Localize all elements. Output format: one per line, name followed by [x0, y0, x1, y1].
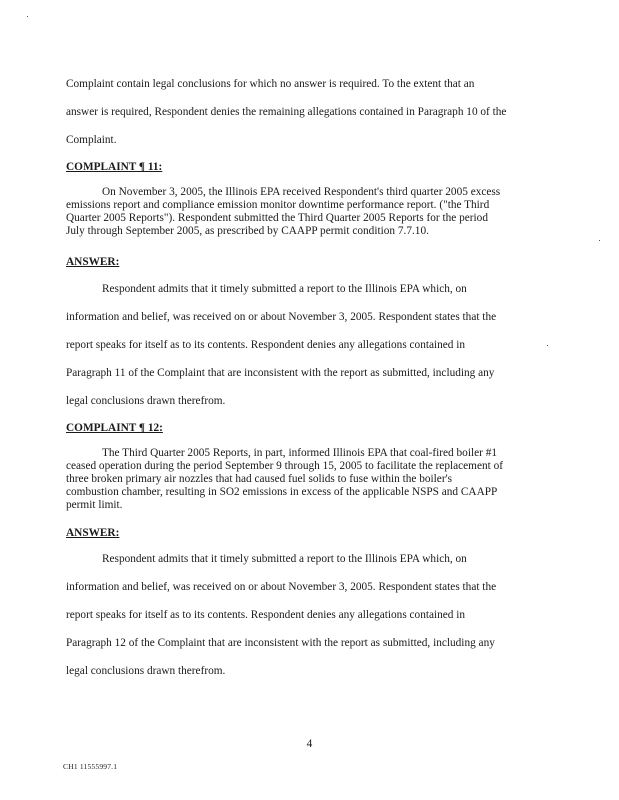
text-line: report speaks for itself as to its contents. Respondent denies any allegations contained in — [66, 609, 466, 621]
text-line: permit limit. — [66, 499, 123, 511]
page-number: 4 — [306, 738, 313, 750]
text-line: Respondent admits that it timely submitted a report to the Illinois EPA which, on — [102, 553, 467, 565]
text-line: information and belief, was received on or about November 3, 2005. Respondent states that the — [66, 581, 497, 593]
text-line: Complaint. — [66, 134, 117, 146]
text-line: legal conclusions drawn therefrom. — [66, 665, 226, 677]
text-line: On November 3, 2005, the Illinois EPA received Respondent's third quarter 2005 excess — [102, 186, 501, 198]
text-line: Quarter 2005 Reports"). Respondent submitted the Third Quarter 2005 Reports for the period — [66, 212, 488, 224]
text-line: The Third Quarter 2005 Reports, in part, informed Illinois EPA that coal-fired boiler #1 — [102, 447, 497, 459]
text-line: three broken primary air nozzles that had caused fuel solids to fuse within the boiler's — [66, 473, 453, 485]
text-line: combustion chamber, resulting in SO2 emissions in excess of the applicable NSPS and CAAPP — [66, 486, 498, 498]
text-line: legal conclusions drawn therefrom. — [66, 395, 226, 407]
text-line: Complaint contain legal conclusions for which no answer is required. To the extent that an — [66, 78, 475, 90]
text-line: report speaks for itself as to its contents. Respondent denies any allegations contained in — [66, 339, 466, 351]
section-heading: COMPLAINT ¶ 12: — [66, 422, 163, 434]
text-line: Paragraph 12 of the Complaint that are inconsistent with the report as submitted, including any — [66, 637, 495, 649]
text-line: information and belief, was received on or about November 3, 2005. Respondent states that the — [66, 311, 497, 323]
text-line: Paragraph 11 of the Complaint that are inconsistent with the report as submitted, including any — [66, 367, 495, 379]
text-line: ceased operation during the period September 9 through 15, 2005 to facilitate the replacement of — [66, 460, 503, 472]
text-line: answer is required, Respondent denies the remaining allegations contained in Paragraph 10 of the — [66, 106, 507, 118]
text-line: July through September 2005, as prescribed by CAAPP permit condition 7.7.10. — [66, 225, 429, 237]
scan-speck — [599, 240, 600, 241]
text-line: Respondent admits that it timely submitted a report to the Illinois EPA which, on — [102, 283, 467, 295]
section-heading: COMPLAINT ¶ 11: — [66, 161, 163, 173]
scan-speck — [547, 345, 548, 346]
section-heading: ANSWER: — [66, 256, 120, 268]
scan-speck — [27, 16, 28, 17]
document-id: CH1 11555997.1 — [63, 762, 118, 771]
section-heading: ANSWER: — [66, 527, 120, 539]
text-line: emissions report and compliance emission monitor downtime performance report. ("the Third — [66, 199, 490, 211]
